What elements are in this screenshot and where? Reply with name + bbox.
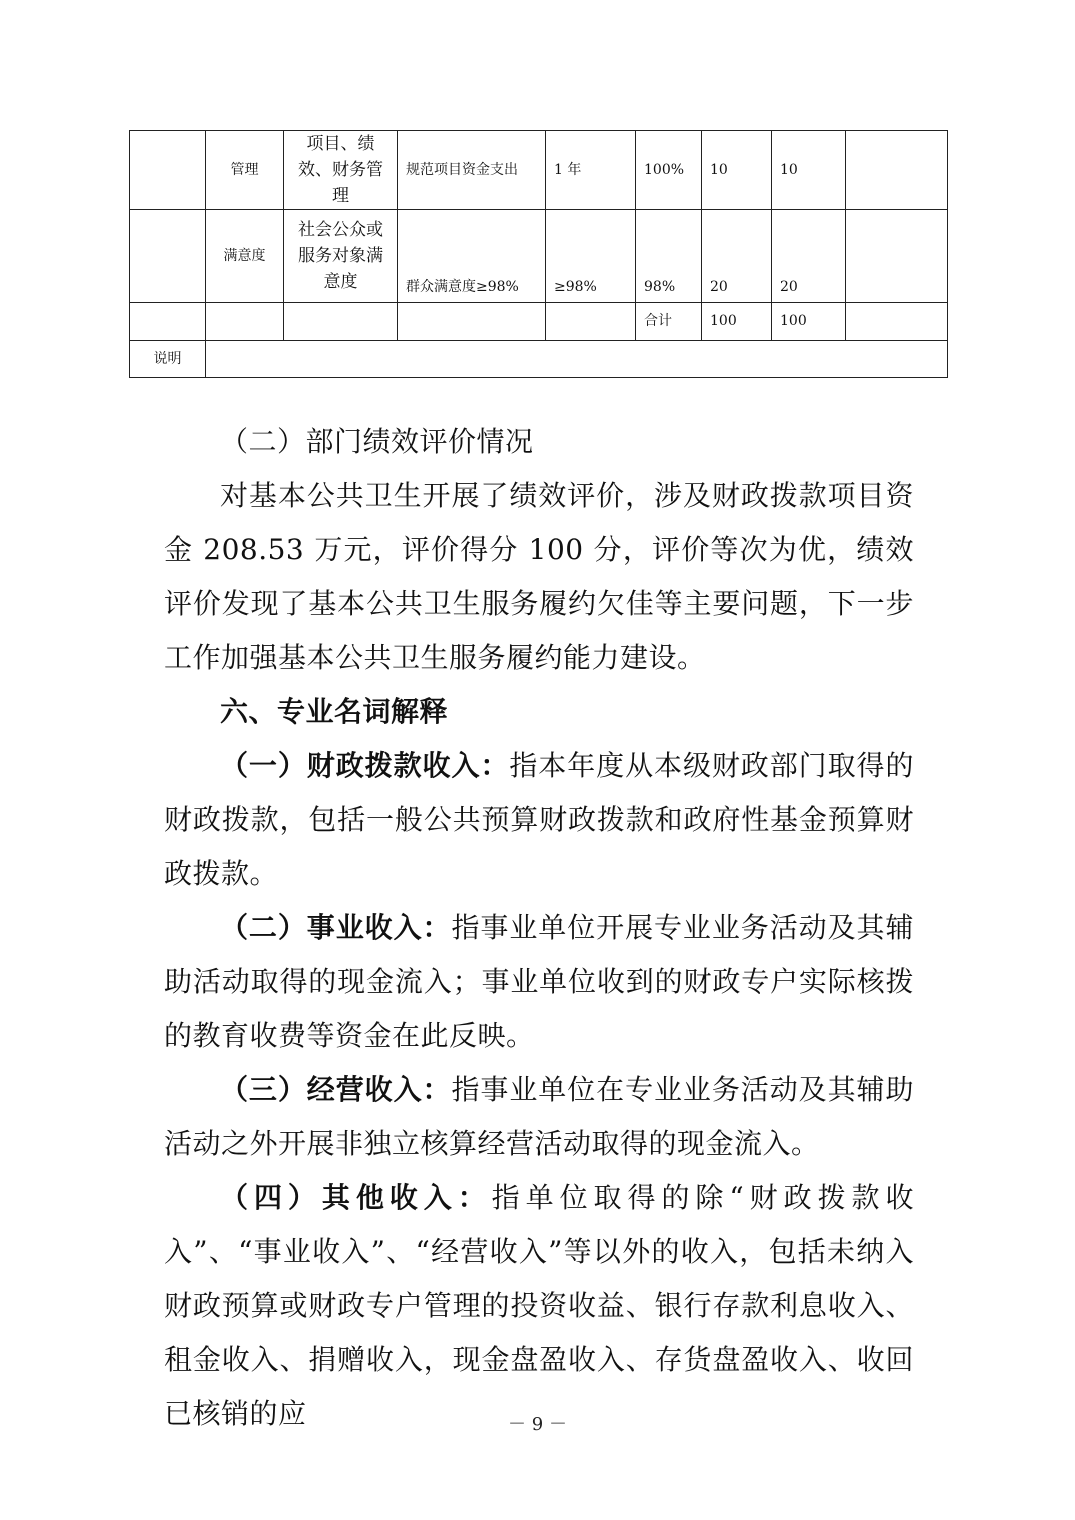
document-body — [164, 415, 914, 1441]
table-cell: 100 — [772, 303, 846, 341]
table-cell — [546, 303, 636, 341]
term-label: （四）其他收入： — [220, 1181, 492, 1214]
term-label: （一）财政拨款收入： — [220, 749, 510, 782]
note-value — [206, 341, 948, 378]
table-cell: 10 — [772, 131, 846, 210]
table-cell — [846, 210, 948, 303]
term-definition: 指单位取得的除“财政拨款收入”、“事业收入”、“经营收入”等以外的收入，包括未纳入财政预算或财政专户管理的投资收益、银行存款利息收入、租金收入、捐赠收入，现金盘盈收入、存货盘盈收入、收回已核销的应 — [164, 1181, 914, 1430]
table-cell — [284, 303, 398, 341]
page-number: － 9 － — [508, 1414, 567, 1435]
term-label: （二）事业收入： — [220, 911, 452, 944]
performance-table — [129, 130, 948, 378]
section-heading-eval: （二）部门绩效评价情况 — [220, 425, 534, 458]
table-cell — [130, 210, 206, 303]
term-label: （三）经营收入： — [220, 1073, 452, 1106]
table-cell: 20 — [702, 210, 772, 303]
term-definition: 指事业单位在专业业务活动及其辅助活动之外开展非独立核算经营活动取得的现金流入。 — [164, 1073, 914, 1160]
term-definition: 指事业单位开展专业业务活动及其辅助活动取得的现金流入；事业单位收到的财政专户实际核拨的教育收费等资金在此反映。 — [164, 911, 914, 1052]
table-cell: 群众满意度≥98% — [398, 210, 546, 303]
term-definition: 指本年度从本级财政部门取得的财政拨款，包括一般公共预算财政拨款和政府性基金预算财政拨款。 — [164, 749, 914, 890]
table-row — [130, 210, 948, 303]
table-cell — [846, 303, 948, 341]
eval-paragraph: 对基本公共卫生开展了绩效评价，涉及财政拨款项目资金 208.53 万元，评价得分 100 分，评价等次为优，绩效评价发现了基本公共卫生服务履约欠佳等主要问题，下一步工作加强基本公共卫生服务履约能力建设。 — [164, 479, 914, 674]
note-label: 说明 — [130, 341, 206, 378]
table-cell: 管理 — [206, 131, 284, 210]
table-cell: 1 年 — [546, 131, 636, 210]
cell-text: 项目、绩效、财务管理 — [298, 134, 383, 206]
term-item — [164, 1171, 914, 1441]
table-cell: ≥98% — [546, 210, 636, 303]
term-item — [164, 901, 914, 1063]
table-row — [130, 303, 948, 341]
table-cell: 100 — [702, 303, 772, 341]
table-cell: 规范项目资金支出 — [398, 131, 546, 210]
table-cell — [284, 210, 398, 303]
table-cell — [130, 131, 206, 210]
table-cell — [846, 131, 948, 210]
table-cell — [398, 303, 546, 341]
cell-text: 社会公众或服务对象满意度 — [298, 220, 383, 292]
section-heading-terms: 六、专业名词解释 — [220, 695, 449, 728]
term-item — [164, 1063, 914, 1171]
table-cell: 10 — [702, 131, 772, 210]
table-row — [130, 341, 948, 378]
table-cell: 20 — [772, 210, 846, 303]
table-cell — [206, 303, 284, 341]
table-row — [130, 131, 948, 210]
table-cell: 98% — [636, 210, 702, 303]
table-cell: 满意度 — [206, 210, 284, 303]
table-cell: 100% — [636, 131, 702, 210]
table-cell — [284, 131, 398, 210]
table-cell: 合计 — [636, 303, 702, 341]
table-cell — [130, 303, 206, 341]
term-item — [164, 739, 914, 901]
